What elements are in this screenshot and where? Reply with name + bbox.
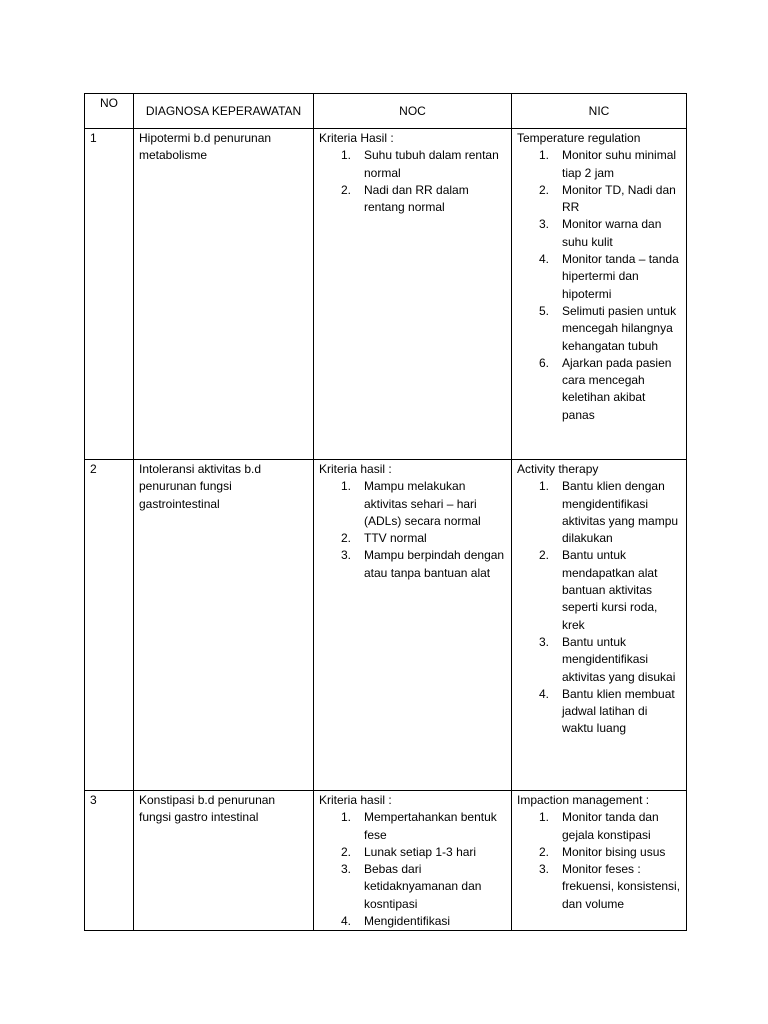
- table-row: [85, 129, 687, 460]
- row-number: 3: [85, 791, 134, 931]
- list-item: 1. Mempertahankan bentuk fese: [341, 810, 497, 842]
- diagnosis-cell: Hipotermi b.d penurunan metabolisme: [134, 129, 314, 460]
- nic-cell: [512, 129, 687, 460]
- table-row: [85, 791, 687, 931]
- list-item: 1. Monitor tanda dan gejala konstipasi: [539, 810, 659, 842]
- list-item: 1. Bantu klien dengan mengidentifikasi aktivitas yang mampu dilakukan: [539, 479, 679, 546]
- list-item: 1. Suhu tubuh dalam rentan normal: [341, 148, 499, 180]
- diagnosis-cell: Intoleransi aktivitas b.d penurunan fungsi gastrointestinal: [134, 460, 314, 791]
- nic-title: Impaction management :: [517, 793, 650, 807]
- diagnosis-cell: Konstipasi b.d penurunan fungsi gastro intestinal: [134, 791, 314, 931]
- header-no: NO: [85, 94, 134, 129]
- row-number: 2: [85, 460, 134, 791]
- noc-cell: [314, 460, 512, 791]
- noc-title: Kriteria hasil :: [319, 793, 392, 807]
- list-item: 3. Bantu untuk mengidentifikasi aktivitas yang disukai: [539, 634, 676, 684]
- header-nic: NIC: [512, 94, 687, 129]
- noc-title: Kriteria hasil :: [319, 462, 392, 476]
- row-number: 1: [85, 129, 134, 460]
- list-item: 5. Selimuti pasien untuk mencegah hilangnya kehangatan tubuh: [539, 303, 677, 353]
- header-noc: NOC: [314, 94, 512, 129]
- nic-cell: [512, 791, 687, 931]
- noc-cell: [314, 129, 512, 460]
- nic-list: [517, 478, 681, 737]
- noc-list: [319, 478, 506, 582]
- list-item: 2. Bantu untuk mendapatkan alat bantuan aktivitas seperti kursi roda, krek: [539, 548, 658, 632]
- list-item: 3. Bebas dari ketidaknyamanan dan kosntipasi: [341, 862, 482, 911]
- list-item: 4. Bantu klien membuat jadwal latihan di waktu luang: [539, 686, 675, 736]
- noc-list: [319, 147, 506, 216]
- nursing-care-plan-table: [84, 93, 687, 931]
- noc-list: [319, 809, 506, 930]
- list-item: 3. Monitor feses : frekuensi, konsistensi, dan volume: [539, 862, 681, 911]
- list-item: 6. Ajarkan pada pasien cara mencegah keletihan akibat panas: [539, 355, 672, 422]
- noc-title: Kriteria Hasil :: [319, 131, 394, 145]
- list-item: 2. Nadi dan RR dalam rentang normal: [341, 182, 469, 215]
- list-item: 3. Mampu berpindah dengan atau tanpa bantuan alat: [341, 548, 505, 580]
- noc-cell: [314, 791, 512, 931]
- nic-list: [517, 147, 681, 424]
- list-item: 2. Lunak setiap 1-3 hari: [341, 844, 477, 859]
- list-item: 2. Monitor TD, Nadi dan RR: [539, 182, 676, 215]
- list-item: 4. Monitor tanda – tanda hipertermi dan hipotermi: [539, 252, 679, 301]
- nic-cell: [512, 460, 687, 791]
- nic-title: Temperature regulation: [517, 131, 641, 145]
- nic-list: [517, 809, 681, 913]
- list-item: 2. TTV normal: [341, 531, 427, 546]
- list-item: 2. Monitor bising usus: [539, 844, 666, 859]
- list-item: 3. Monitor warna dan suhu kulit: [539, 217, 662, 249]
- list-item: 1. Monitor suhu minimal tiap 2 jam: [539, 148, 677, 180]
- table-header-row: [85, 94, 687, 129]
- table-row: [85, 460, 687, 791]
- list-item: 1. Mampu melakukan aktivitas sehari – hari (ADLs) secara normal: [341, 479, 481, 528]
- list-item: 4. Mengidentifikasi: [341, 914, 451, 929]
- header-diagnosis: DIAGNOSA KEPERAWATAN: [134, 94, 314, 129]
- nic-title: Activity therapy: [517, 462, 599, 476]
